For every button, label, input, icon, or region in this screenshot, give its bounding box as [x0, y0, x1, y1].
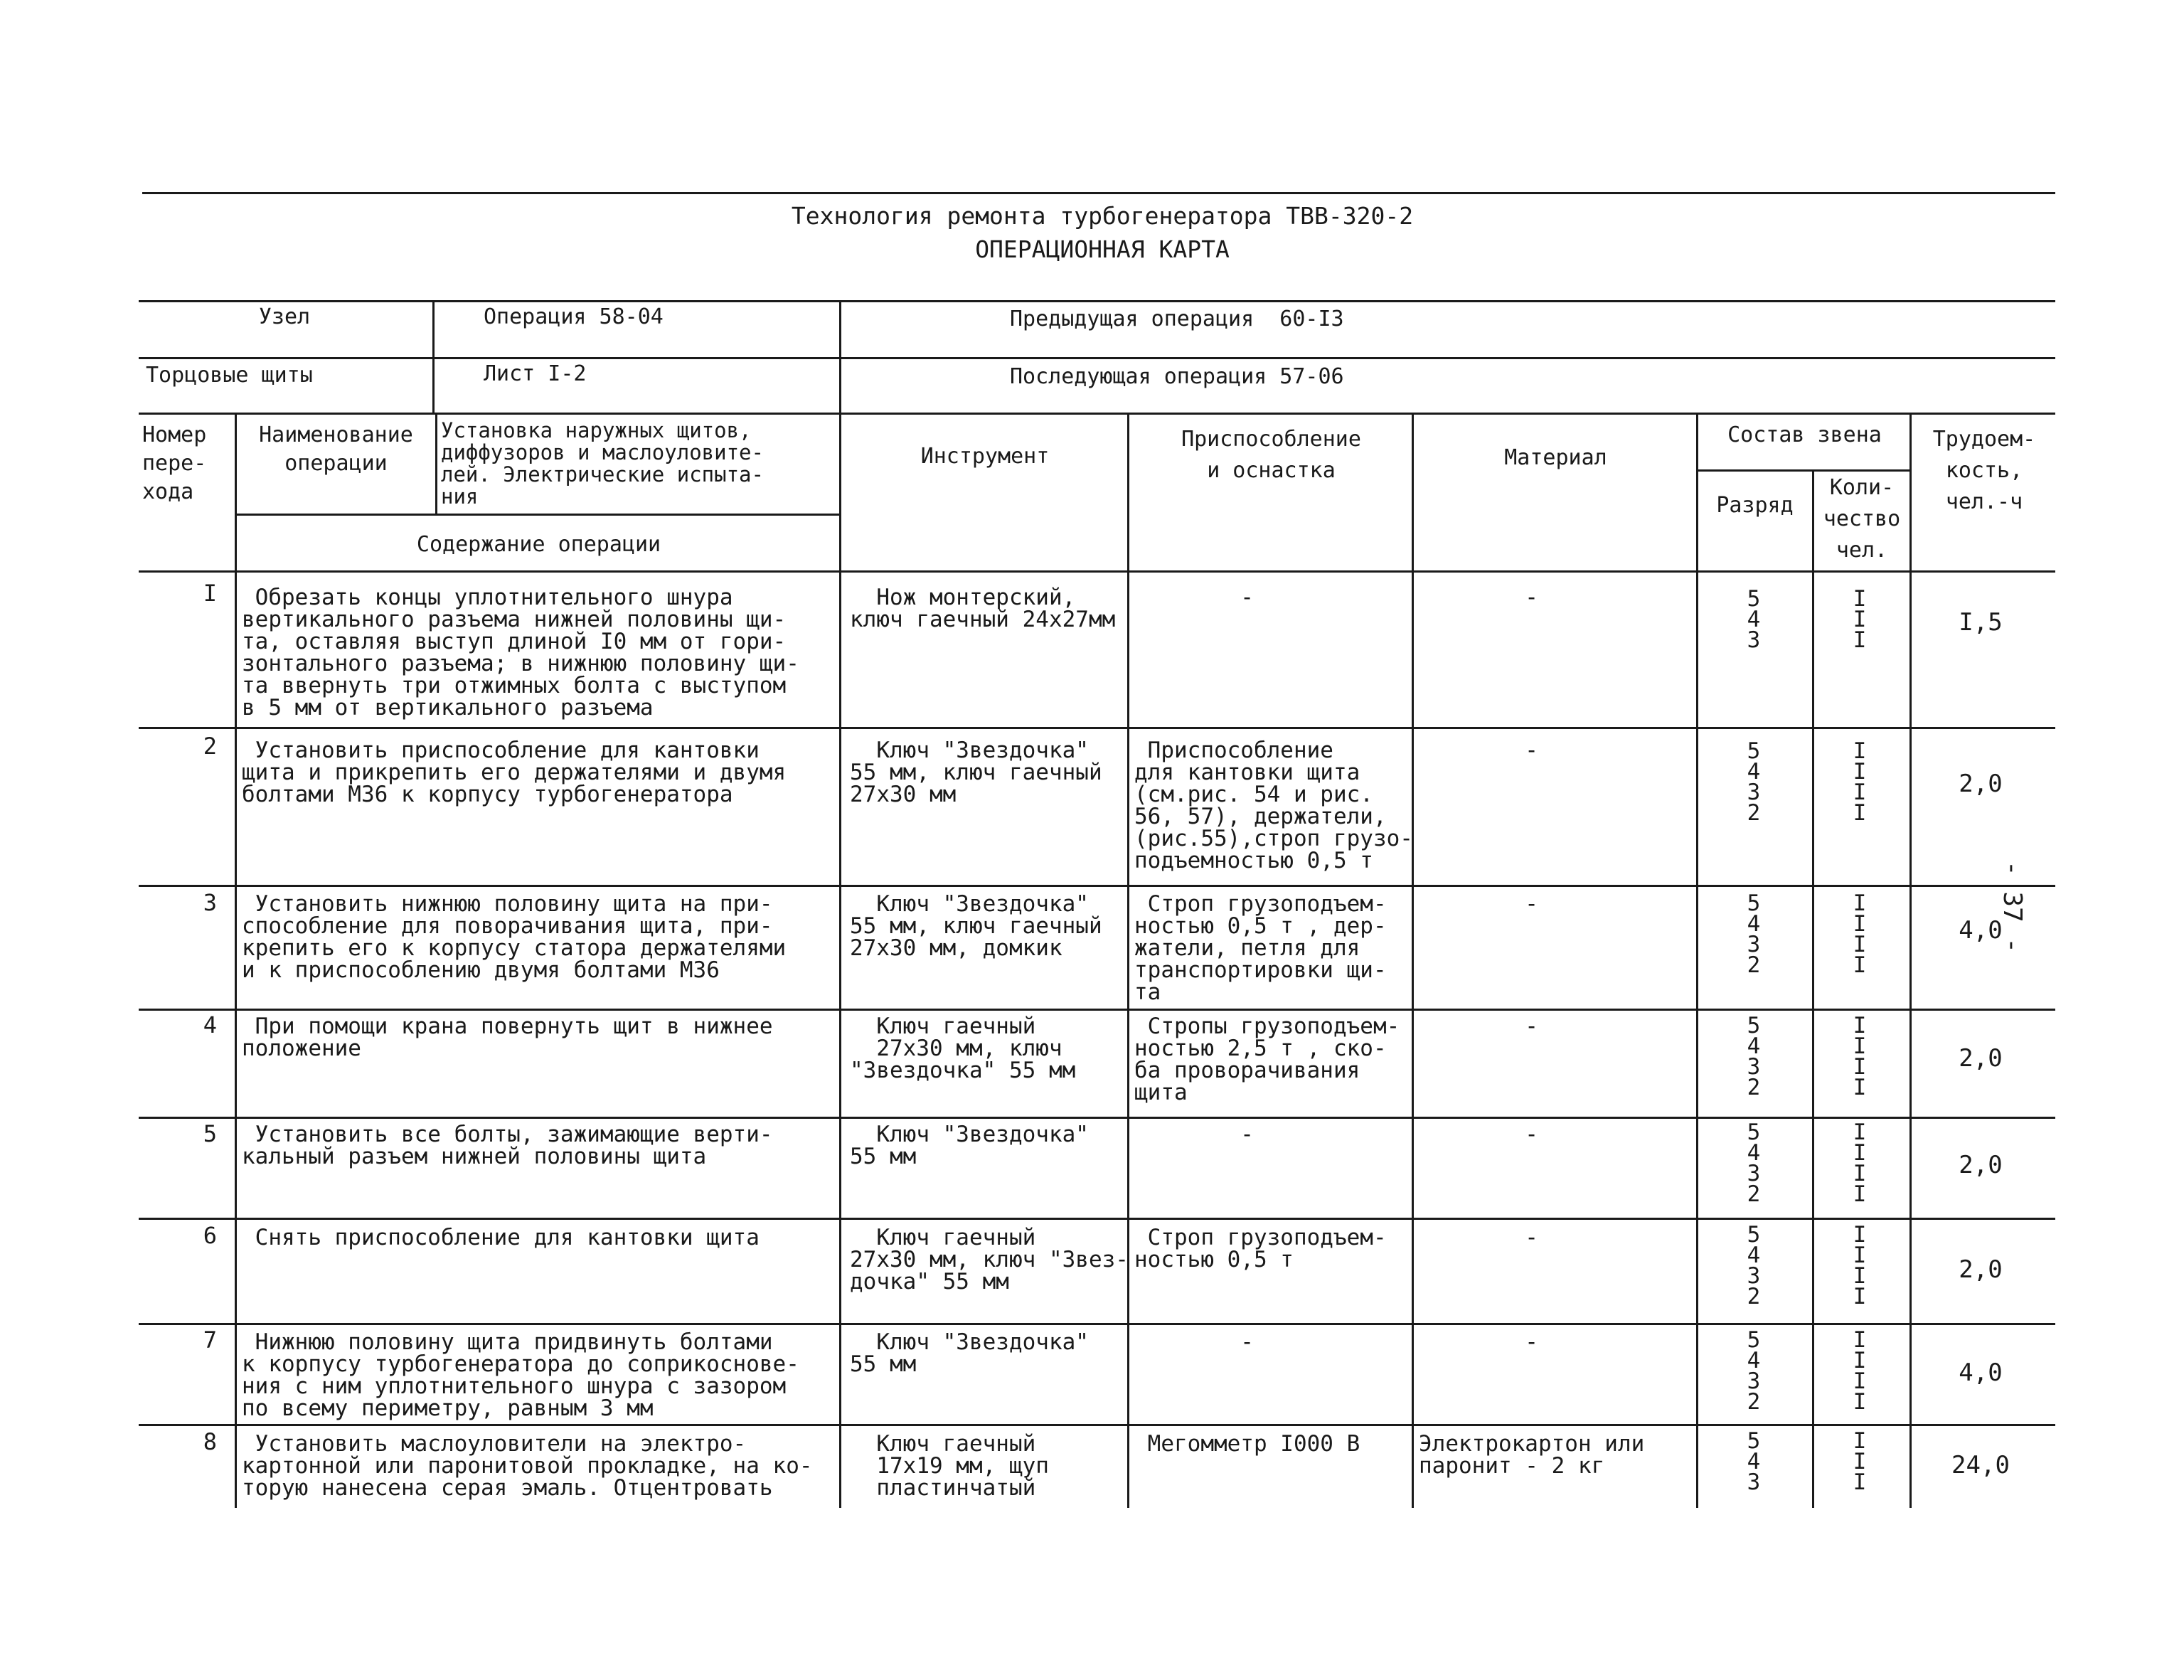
- step-labor: 4,0: [1959, 916, 2003, 945]
- step-number: 4: [203, 1011, 217, 1038]
- col-material: Материал: [1504, 445, 1607, 470]
- header-split-rule: [235, 514, 839, 516]
- step-number: 7: [203, 1327, 217, 1354]
- step-tool: Ключ гаечный 27х30 мм, ключ "Звез- дочка" 55 мм: [850, 1225, 1129, 1294]
- col-crew: Состав звена: [1727, 422, 1882, 447]
- col-rank: Разряд: [1716, 493, 1794, 518]
- step-number: 6: [203, 1222, 217, 1249]
- step-qty: I I I I: [1853, 1013, 1867, 1100]
- meta-bottom-rule: [139, 413, 2055, 415]
- step-fixture: Мегомметр I000 В: [1134, 1431, 1360, 1457]
- step-content: Установить приспособление для кантовки щита и прикрепить его держателями и двумя болтами М36 к корпусу турбогенератора: [242, 738, 787, 807]
- crew-split-rule: [1696, 469, 1909, 472]
- step-labor: 4,0: [1959, 1359, 2003, 1387]
- step-content: Снять приспособление для кантовки щита: [242, 1225, 760, 1250]
- step-ranks: 5 4 3 2: [1747, 1222, 1761, 1309]
- step-number: 2: [203, 733, 217, 760]
- page-number: - 37 -: [1998, 861, 2027, 954]
- row-rule: [139, 1009, 2055, 1011]
- step-fixture: Строп грузоподъем- ностью 0,5 т , дер- жатели, петля для транспортировки щи- та: [1134, 891, 1387, 1005]
- step-ranks: 5 4 3 2: [1747, 738, 1761, 826]
- step-fixture: Приспособление для кантовки щита (см.рис. 54 и рис. 56, 57), держатели, (рис.55),строп грузо- подъемностью 0,5 т: [1134, 738, 1413, 873]
- row-rule: [139, 885, 2055, 887]
- col-tool: Инструмент: [920, 444, 1050, 469]
- previous-operation: Предыдущая операция 60-I3: [1010, 307, 1344, 331]
- step-number: 3: [203, 889, 217, 916]
- step-tool: Ключ "Звездочка" 55 мм: [850, 1329, 1089, 1377]
- col-fixture: Приспособление и оснастка: [1181, 427, 1361, 483]
- step-qty: I I I I: [1853, 1327, 1867, 1415]
- step-material: -: [1419, 738, 1538, 763]
- step-labor: 2,0: [1959, 1255, 2003, 1284]
- col-labor: Трудоем- кость, чел.-ч: [1932, 427, 2036, 514]
- step-content: Установить маслоуловители на электро- картонной или паронитовой прокладке, на ко- торую нанесена серая эмаль. Отцентровать: [242, 1431, 813, 1501]
- col-line-6: [1812, 469, 1814, 1508]
- step-material: Электрокартон или паронит - 2 кг: [1419, 1431, 1645, 1479]
- step-tool: Ключ "Звездочка" 55 мм: [850, 1122, 1089, 1169]
- row-rule: [139, 1323, 2055, 1325]
- step-fixture: Стропы грузоподъем- ностью 2,5 т , ско- ба проворачивания щита: [1134, 1014, 1400, 1105]
- step-content: Установить нижнюю половину щита на при- способление для поворачивания щита, при- крепить его к корпусу статора держателями и к приспособлению двумя болтами М36: [242, 891, 787, 983]
- top-rule: [142, 192, 2055, 194]
- step-content: При помощи крана повернуть щит в нижнее положение: [242, 1014, 773, 1061]
- step-material: -: [1419, 1122, 1538, 1147]
- step-qty: I I I: [1853, 1428, 1867, 1495]
- step-tool: Ключ гаечный 27х30 мм, ключ "Звездочка" 55 мм: [850, 1014, 1076, 1083]
- step-ranks: 5 4 3 2: [1747, 1327, 1761, 1415]
- step-labor: 24,0: [1951, 1451, 2010, 1479]
- operation-code: Операция 58-04: [484, 304, 664, 329]
- step-fixture: -: [1134, 585, 1254, 610]
- step-labor: 2,0: [1959, 770, 2003, 798]
- step-labor: 2,0: [1959, 1044, 2003, 1073]
- meta-mid-rule: [139, 357, 2055, 359]
- step-material: -: [1419, 1014, 1538, 1039]
- step-tool: Ключ "Звездочка" 55 мм, ключ гаечный 27х30 мм, домкик: [850, 891, 1102, 961]
- step-material: -: [1419, 1225, 1538, 1250]
- meta-divider-1: [432, 300, 435, 414]
- step-number: I: [203, 580, 217, 607]
- step-qty: I I I: [1853, 586, 1867, 653]
- step-qty: I I I I: [1853, 890, 1867, 978]
- step-ranks: 5 4 3: [1747, 586, 1761, 653]
- step-material: -: [1419, 1329, 1538, 1355]
- node-value: Торцовые щиты: [146, 363, 313, 388]
- step-qty: I I I I: [1853, 1120, 1867, 1207]
- col-step-no: Номер пере- хода: [142, 422, 207, 504]
- step-content: Нижнюю половину щита придвинуть болтами к корпусу турбогенератора до соприкоснове- ния с ним уплотнительного шнура с зазором по всему периметру, равным 3 мм: [242, 1329, 799, 1421]
- col-qty: Коли- чество чел.: [1823, 475, 1901, 563]
- step-tool: Нож монтерский, ключ гаечный 24х27мм: [850, 585, 1116, 632]
- row-rule: [139, 727, 2055, 729]
- doc-title: Технология ремонта турбогенератора ТВВ-320-2: [791, 202, 1414, 230]
- step-content: Установить все болты, зажимающие верти- кальный разъем нижней половины щита: [242, 1122, 773, 1169]
- step-ranks: 5 4 3 2: [1747, 1120, 1761, 1207]
- header-bottom-rule: [139, 570, 2055, 573]
- col-line-5: [1696, 413, 1698, 1508]
- next-operation: Последующая операция 57-06: [1010, 364, 1344, 389]
- row-rule: [139, 1424, 2055, 1426]
- step-number: 5: [203, 1120, 217, 1147]
- col-line-0: [235, 413, 237, 1508]
- row-rule: [139, 1218, 2055, 1220]
- step-ranks: 5 4 3 2: [1747, 1013, 1761, 1100]
- meta-divider-2: [839, 300, 841, 414]
- step-qty: I I I I: [1853, 738, 1867, 826]
- step-material: -: [1419, 891, 1538, 917]
- step-ranks: 5 4 3 2: [1747, 890, 1761, 978]
- step-number: 8: [203, 1428, 217, 1455]
- col-line-2: [839, 413, 841, 1508]
- col-content: Содержание операции: [416, 532, 661, 557]
- step-labor: 2,0: [1959, 1151, 2003, 1179]
- step-fixture: -: [1134, 1329, 1254, 1355]
- col-line-3: [1127, 413, 1129, 1508]
- step-ranks: 5 4 3: [1747, 1428, 1761, 1495]
- col-line-1: [435, 413, 437, 514]
- step-fixture: Строп грузоподъем- ностью 0,5 т: [1134, 1225, 1387, 1272]
- step-fixture: -: [1134, 1122, 1254, 1147]
- row-rule: [139, 1117, 2055, 1119]
- node-label: Узел: [258, 304, 311, 329]
- doc-subtitle: ОПЕРАЦИОННАЯ КАРТА: [975, 235, 1230, 263]
- step-material: -: [1419, 585, 1538, 610]
- col-line-4: [1412, 413, 1414, 1508]
- sheet-number: Лист I-2: [484, 361, 587, 386]
- step-tool: Ключ "Звездочка" 55 мм, ключ гаечный 27х30 мм: [850, 738, 1102, 807]
- col-op-title: Установка наружных щитов, диффузоров и маслоуловите- лей. Электрические испыта- ния: [441, 418, 764, 509]
- step-labor: I,5: [1959, 608, 2003, 637]
- meta-top-rule: [139, 300, 2055, 302]
- step-tool: Ключ гаечный 17х19 мм, щуп пластинчатый: [876, 1431, 1049, 1501]
- step-qty: I I I I: [1853, 1222, 1867, 1309]
- col-line-7: [1909, 413, 1912, 1508]
- step-content: Обрезать концы уплотнительного шнура вертикального разъема нижней половины щи- та, оставляя выступ длиной I0 мм от гори- зонтального разъема; в нижнюю половину щи- та ввернуть три отжимных болта с выступом в 5 мм от вертикального разъема: [242, 585, 799, 721]
- col-op-name: Наименование операции: [259, 422, 413, 476]
